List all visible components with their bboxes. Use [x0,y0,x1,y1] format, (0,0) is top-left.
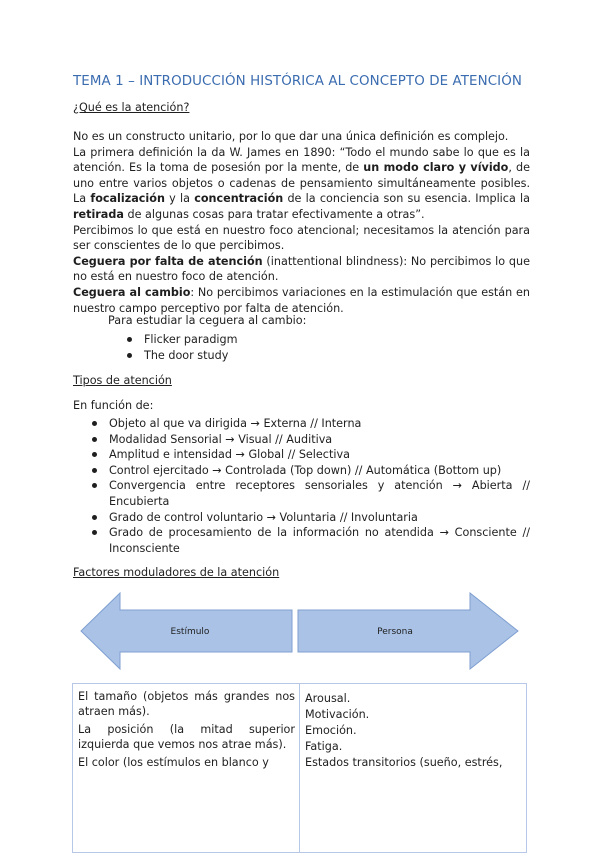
list-item: Amplitud e intensidad → Global // Selectiva [75,447,530,463]
bullet-icon [92,515,97,520]
bullet-icon [92,530,97,535]
bullet-icon [92,483,97,488]
table-cell-line: Motivación. [305,708,370,721]
bold-text: Ceguera por falta de atención [73,254,263,268]
paragraph-text: : No percibimos variaciones en la estimulación que están en nuestro campo perceptivo por falta de atención. [73,285,530,315]
paragraph-text: No es un constructo unitario, por lo que dar una única definición es complejo. [73,130,509,143]
bullet-icon [127,337,132,342]
page-title: TEMA 1 – INTRODUCCIÓN HISTÓRICA AL CONCEPTO DE ATENCIÓN [73,74,522,89]
bold-text: focalización [90,192,165,206]
table-cell-line: Estados transitorios (sueño, estrés, [305,756,503,769]
paragraph-text: Percibimos lo que está en nuestro foco atencional; necesitamos la atención para ser conscientes de lo que percibimos. [73,223,530,253]
bold-text: concentración [194,192,284,206]
list-item: Control ejercitado → Controlada (Top down) // Automática (Bottom up) [75,463,530,479]
table-cell-line: El tamaño (objetos más grandes nos atraen más). [78,690,295,718]
table-cell-line: Fatiga. [305,740,343,753]
list-item: Grado de procesamiento de la información no atendida → Consciente // Inconsciente [75,525,530,556]
table-cell-estimulo [73,684,300,852]
paragraph-text: y la [164,192,195,206]
paragraph-text: , de uno entre varios objetos o cadenas de pensamiento simultáneamente posibles. La [73,161,530,206]
list-item: Convergencia entre receptores sensoriales y atención → Abierta // Encubierta [75,478,530,509]
list-item: Objeto al que va dirigida → Externa // Interna [75,416,530,432]
table-cell-line: El color (los estímulos en blanco y [78,756,269,769]
section-heading-tipos: Tipos de atención [73,374,172,387]
arrow-label-persona: Persona [377,627,413,637]
table-cell-line: Emoción. [305,724,357,737]
bullet-icon [92,468,97,473]
table-cell-persona [300,684,526,852]
bullet-icon [127,353,132,358]
arrow-label-estimulo: Estímulo [170,627,210,637]
factors-table [72,683,527,853]
list-item: Modalidad Sensorial → Visual // Auditiva [75,432,530,448]
table-cell-line: La posición (la mitad superior izquierda que vemos nos atrae más). [78,723,295,751]
table-cell-line: Arousal. [305,692,351,705]
list-item: Flicker paradigm [110,332,410,348]
bold-text: un modo claro y vívido [363,161,509,175]
section-heading-factores: Factores moduladores de la atención [73,566,280,579]
paragraph-text: de la conciencia son su esencia. Implica la [283,192,530,206]
paragraph-text: de algunas cosas para tratar efectivamente a otras”. [123,207,425,221]
studies-list [110,332,410,363]
section-heading-que-es: ¿Qué es la atención? [73,101,190,114]
bold-text: Ceguera al cambio [73,285,191,299]
list-item: The door study [110,348,410,364]
bullet-icon [92,452,97,457]
list-item: Grado de control voluntario → Voluntaria // Involuntaria [75,510,530,526]
bullet-icon [92,437,97,442]
study-intro: Para estudiar la ceguera al cambio: [108,314,307,327]
bullet-icon [92,421,97,426]
tipos-list [75,416,530,556]
paragraph-definition [73,129,530,316]
factors-arrows-diagram [80,592,520,670]
paragraph-text: La primera definición la da W. James en 1890: “Todo el mundo sabe lo que es la atención. Es la toma de posesión por la mente, de [73,145,530,175]
bold-text: retirada [73,207,124,221]
paragraph-text: (inattentional blindness): No percibimos lo que no está en nuestro foco de atención. [73,254,531,284]
tipos-intro: En función de: [73,399,154,412]
